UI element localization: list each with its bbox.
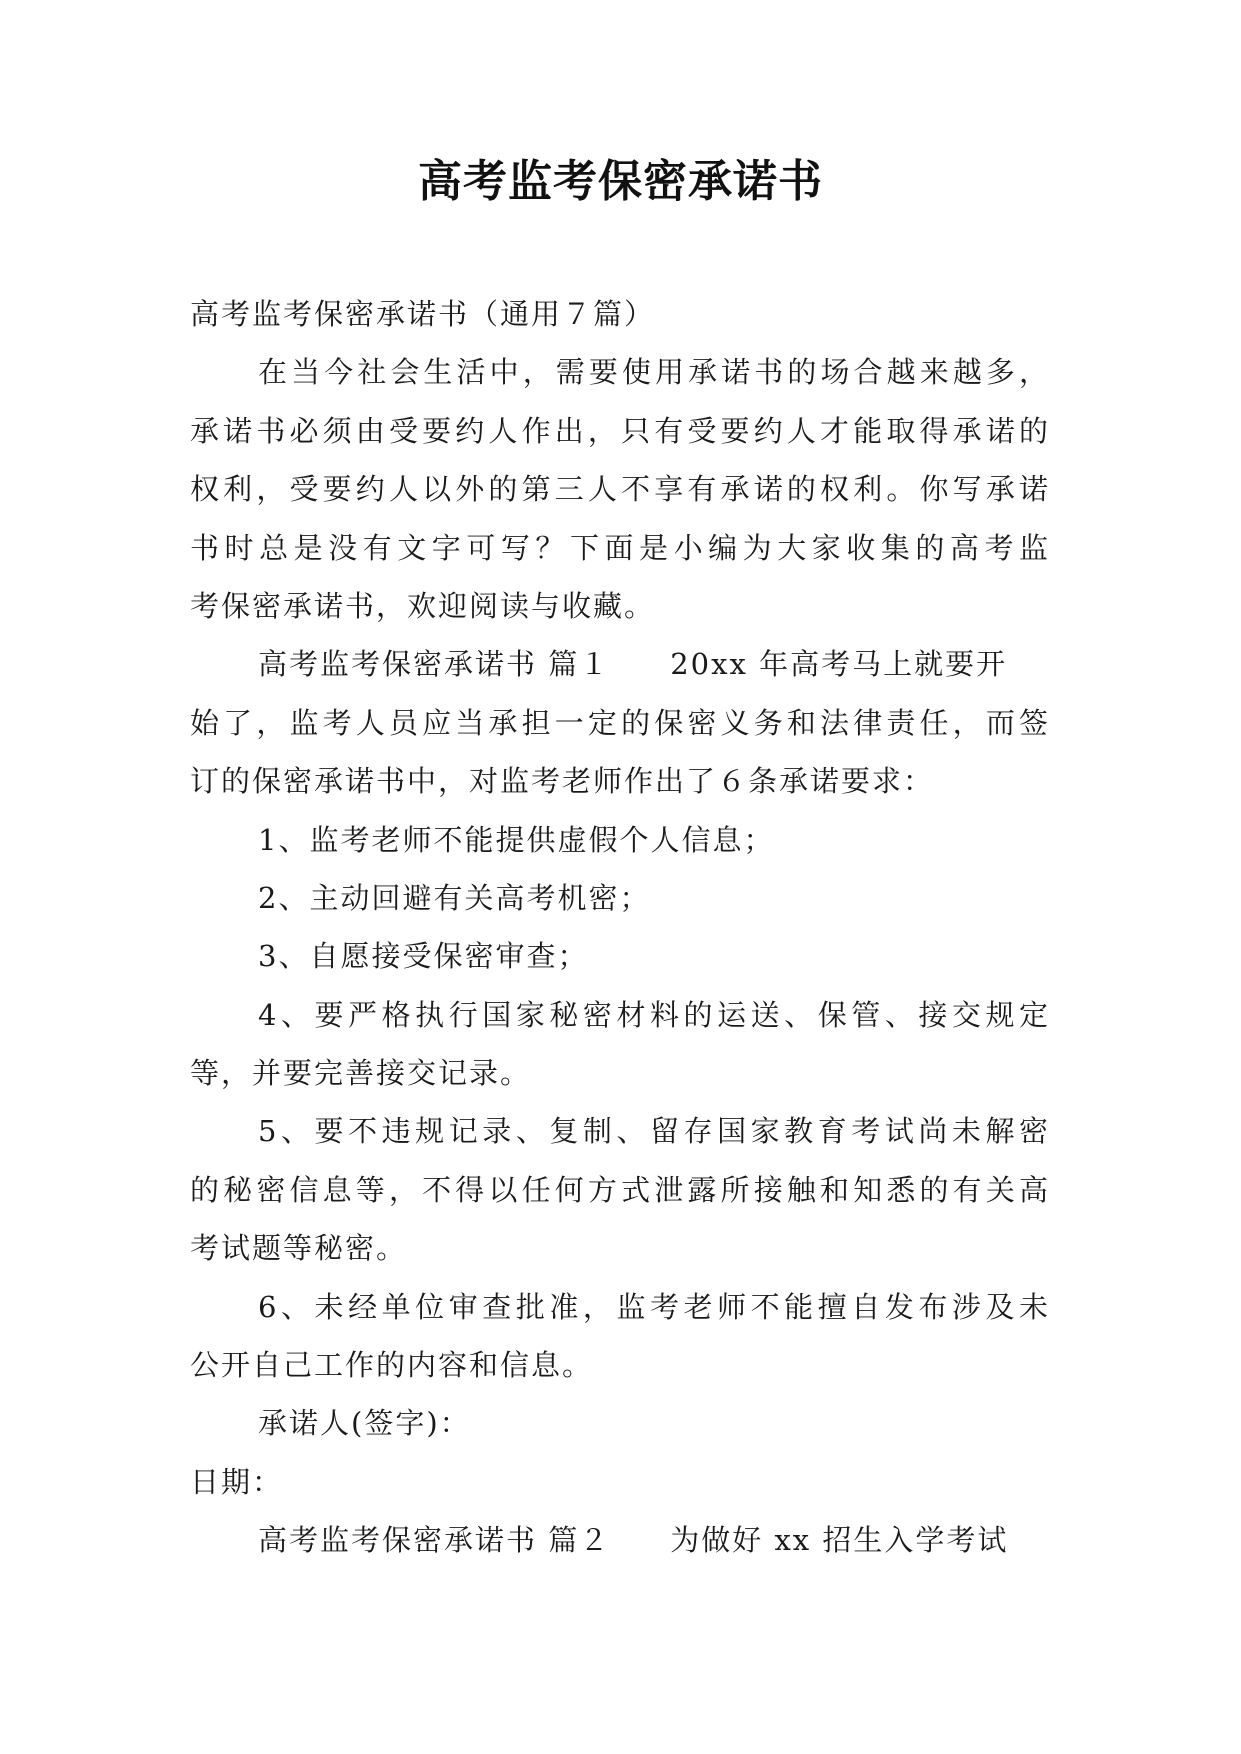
document-subtitle: 高考监考保密承诺书（通用７篇） [190, 297, 656, 331]
intro-line: 书时总是没有文字可写？下面是小编为大家收集的高考监 [190, 530, 1050, 565]
list-item-continuation: 考试题等秘密。 [190, 1231, 408, 1266]
list-item: 2、主动回避有关高考机密； [258, 880, 651, 915]
list-item-continuation: 等，并要完善接交记录。 [190, 1056, 532, 1091]
list-item: 6、未经单位审查批准，监考老师不能擅自发布涉及未 [258, 1289, 1050, 1324]
article2-heading-line [190, 1511, 1050, 1569]
article1-heading: 高考监考保密承诺书 篇１ [258, 647, 611, 682]
date-line: 日期： [190, 1464, 284, 1499]
article1-line: 始了，监考人员应当承担一定的保密义务和法律责任，而签 [190, 705, 1050, 740]
list-item-continuation: 公开自己工作的内容和信息。 [190, 1348, 594, 1383]
article1-line: 订的保密承诺书中，对监考老师作出了６条承诺要求： [190, 764, 935, 799]
intro-line: 考保密承诺书，欢迎阅读与收藏。 [190, 588, 656, 623]
intro-line: 承诺书必须由受要约人作出，只有受要约人才能取得承诺的 [190, 413, 1050, 448]
list-item: 4、要严格执行国家秘密材料的运送、保管、接交规定 [258, 997, 1050, 1032]
article2-first-line: 为做好 xx 招生入学考试 [670, 1523, 1009, 1558]
article1-heading-line [190, 635, 1050, 693]
signature-line: 承诺人(签字)： [258, 1406, 471, 1441]
article1-first-line: 20xx 年高考马上就要开 [670, 647, 1008, 682]
list-item: 1、监考老师不能提供虚假个人信息； [258, 822, 775, 857]
document-title: 高考监考保密承诺书 [418, 156, 823, 207]
intro-line: 在当今社会生活中，需要使用承诺书的场合越来越多， [258, 355, 1050, 390]
list-item: 3、自愿接受保密审查； [258, 939, 589, 974]
document-body [190, 285, 1050, 1570]
list-item-continuation: 的秘密信息等，不得以任何方式泄露所接触和知悉的有关高 [190, 1172, 1050, 1207]
article2-heading: 高考监考保密承诺书 篇２ [258, 1523, 611, 1558]
intro-line: 权利，受要约人以外的第三人不享有承诺的权利。你写承诺 [190, 472, 1050, 507]
list-item: 5、要不违规记录、复制、留存国家教育考试尚未解密 [258, 1114, 1050, 1149]
